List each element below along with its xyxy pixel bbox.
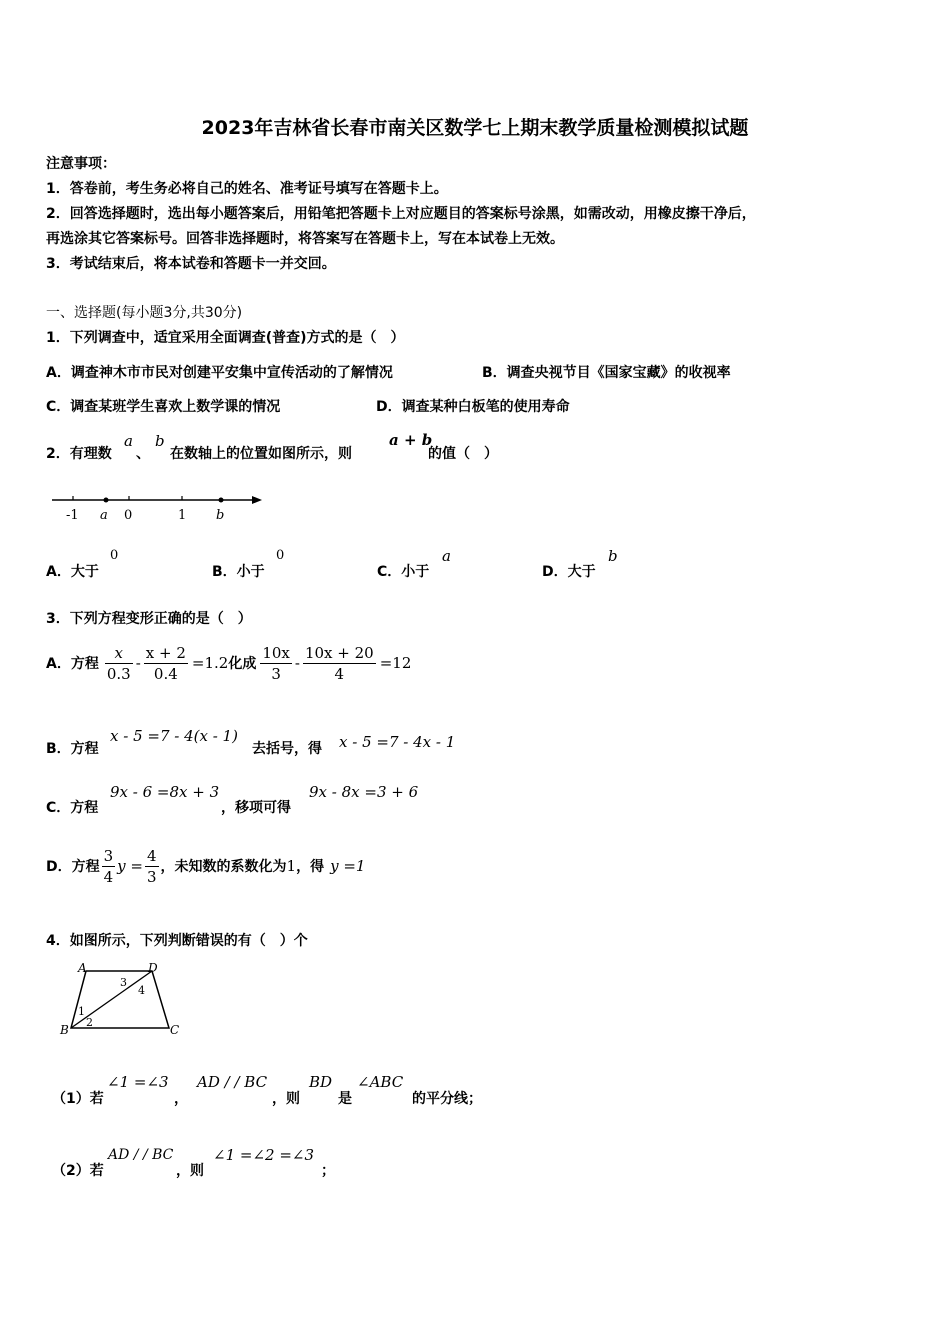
q3-option-d bbox=[46, 844, 365, 888]
q4-s2-conclusion: ∠1 =∠2 =∠3 bbox=[213, 1146, 315, 1164]
q2-stem-end: 的值（ ） bbox=[428, 446, 498, 462]
q3-c-label: C．方程 bbox=[46, 800, 99, 816]
q3-b-result: x - 5 =7 - 4x - 1 bbox=[339, 733, 456, 751]
vertex-label-a: A bbox=[78, 961, 87, 975]
tick-label-zero: 0 bbox=[124, 508, 133, 523]
minus-sign: - bbox=[294, 654, 300, 672]
q1-option-b: B．调查央视节目《国家宝藏》的收视率 bbox=[482, 365, 731, 381]
q3-b-label: B．方程 bbox=[46, 741, 99, 757]
number-line-figure bbox=[48, 490, 268, 524]
q2-expression: a + b bbox=[389, 431, 433, 449]
numerator: x + 2 bbox=[145, 643, 186, 662]
point-b bbox=[219, 498, 224, 503]
fraction bbox=[145, 846, 159, 887]
q3-d-coefficient: 1 bbox=[286, 857, 297, 875]
tick-label-neg-one: -1 bbox=[66, 508, 79, 523]
q4-s2-condition: AD / / BC bbox=[108, 1147, 174, 1163]
q2-option-c: C．小于 bbox=[377, 564, 430, 580]
vertex-label-b: B bbox=[60, 1023, 69, 1037]
q2-option-b-value: 0 bbox=[276, 548, 285, 563]
numerator: 10x bbox=[262, 643, 290, 662]
q3-d-variable: y = bbox=[117, 857, 143, 875]
denominator: 4 bbox=[103, 867, 114, 886]
denominator: 4 bbox=[334, 664, 345, 683]
q3-stem: 3．下列方程变形正确的是（ ） bbox=[46, 611, 252, 627]
q3-a-connector: 化成 bbox=[228, 656, 257, 672]
q4-s1-comma: ， bbox=[174, 1091, 188, 1107]
q3-c-equation: 9x - 6 =8x + 3 bbox=[110, 783, 220, 801]
numerator: 4 bbox=[146, 846, 157, 865]
vertex-label-c: C bbox=[170, 1023, 180, 1037]
q3-b-equation: x - 5 =7 - 4(x - 1) bbox=[110, 727, 238, 745]
trapezoid-figure bbox=[56, 958, 196, 1040]
tick-label-b: b bbox=[216, 508, 225, 523]
q4-stem: 4．如图所示，下列判断错误的有（ ）个 bbox=[46, 933, 308, 949]
minus-sign: - bbox=[135, 654, 141, 672]
notice-item: 3．考试结束后，将本试卷和答题卡一并交回。 bbox=[46, 256, 336, 272]
q4-s1-segment: BD bbox=[309, 1073, 333, 1091]
q4-s1-end: 的平分线； bbox=[412, 1091, 482, 1107]
notice-heading: 注意事项： bbox=[46, 156, 116, 172]
q3-d-connector-2: ，得 bbox=[296, 859, 325, 875]
q2-option-a: A．大于 bbox=[46, 564, 99, 580]
section-heading: 一、选择题(每小题3分,共30分) bbox=[46, 305, 243, 321]
q2-option-d-value: b bbox=[608, 547, 618, 565]
q3-c-connector: ，移项可得 bbox=[221, 800, 291, 816]
angle-label-3: 3 bbox=[120, 976, 127, 989]
q2-option-a-value: 0 bbox=[110, 548, 119, 563]
q1-option-a: A．调查神木市市民对创建平安集中宣传活动的了解情况 bbox=[46, 365, 393, 381]
q4-s1-label: （1）若 bbox=[52, 1091, 104, 1107]
q3-d-label: D．方程 bbox=[46, 859, 100, 875]
notice-item: 2．回答选择题时，选出每小题答案后，用铅笔把答题卡上对应题目的答案标号涂黑，如需改动，用橡皮擦干净后， bbox=[46, 206, 756, 222]
angle-label-4: 4 bbox=[138, 984, 145, 997]
page-title: 2023年吉林省长春市南关区数学七上期末教学质量检测模拟试题 bbox=[201, 117, 749, 139]
q4-s2-label: （2）若 bbox=[52, 1163, 104, 1179]
fraction bbox=[105, 643, 133, 684]
fraction bbox=[144, 643, 188, 684]
denominator: 0.4 bbox=[153, 664, 178, 683]
q1-stem: 1．下列调查中，适宜采用全面调查(普查)方式的是（ ） bbox=[46, 330, 405, 346]
q3-d-connector: ，未知数的系数化为 bbox=[160, 859, 287, 875]
numerator: 10x + 20 bbox=[304, 643, 374, 662]
q1-option-d: D．调查某种白板笔的使用寿命 bbox=[376, 399, 570, 415]
q4-s1-angle: ∠ABC bbox=[357, 1073, 404, 1091]
vertex-label-d: D bbox=[148, 961, 158, 975]
fraction bbox=[303, 643, 376, 684]
q3-d-result: y =1 bbox=[330, 857, 366, 875]
q2-var-b: b bbox=[155, 432, 165, 450]
notice-item: 1．答卷前，考生务必将自己的姓名、准考证号填写在答题卡上。 bbox=[46, 181, 448, 197]
q4-s2-end: ； bbox=[321, 1163, 335, 1179]
notice-item: 再选涂其它答案标号。回答非选择题时，将答案写在答题卡上，写在本试卷上无效。 bbox=[46, 231, 564, 247]
angle-label-1: 1 bbox=[78, 1005, 85, 1018]
q2-var-a: a bbox=[124, 432, 133, 450]
angle-label-2: 2 bbox=[86, 1016, 93, 1029]
q3-c-result: 9x - 8x =3 + 6 bbox=[309, 783, 419, 801]
q4-s2-then: ，则 bbox=[176, 1163, 204, 1179]
fraction bbox=[102, 846, 116, 887]
tick-label-a: a bbox=[100, 508, 108, 523]
q3-b-connector: 去括号，得 bbox=[252, 741, 322, 757]
q2-option-b: B．小于 bbox=[212, 564, 265, 580]
numerator: 3 bbox=[103, 846, 114, 865]
q4-s1-is: 是 bbox=[338, 1091, 352, 1107]
q2-option-c-value: a bbox=[442, 547, 451, 565]
q2-option-d: D．大于 bbox=[542, 564, 596, 580]
tick-label-one: 1 bbox=[178, 508, 187, 523]
q4-s1-parallel: AD / / BC bbox=[197, 1073, 268, 1091]
denominator: 3 bbox=[271, 664, 281, 683]
q3-option-a bbox=[46, 641, 411, 685]
q3-a-label: A．方程 bbox=[46, 656, 99, 672]
q4-s1-condition: ∠1 =∠3 bbox=[107, 1073, 169, 1091]
q1-option-c: C．调查某班学生喜欢上数学课的情况 bbox=[46, 399, 281, 415]
q4-s1-then: ，则 bbox=[272, 1091, 300, 1107]
q2-stem-mid: 在数轴上的位置如图所示，则 bbox=[170, 446, 352, 462]
q2-stem-start: 2．有理数 bbox=[46, 446, 112, 462]
q2-separator: 、 bbox=[136, 446, 150, 462]
fraction bbox=[260, 643, 292, 684]
numerator: x bbox=[105, 643, 133, 664]
denominator: 0.3 bbox=[106, 664, 131, 683]
denominator: 3 bbox=[146, 867, 157, 886]
equation-rhs: =12 bbox=[379, 654, 412, 672]
number-line-arrow bbox=[252, 496, 262, 504]
point-a bbox=[104, 498, 109, 503]
equation-rhs: =1.2 bbox=[191, 654, 229, 672]
